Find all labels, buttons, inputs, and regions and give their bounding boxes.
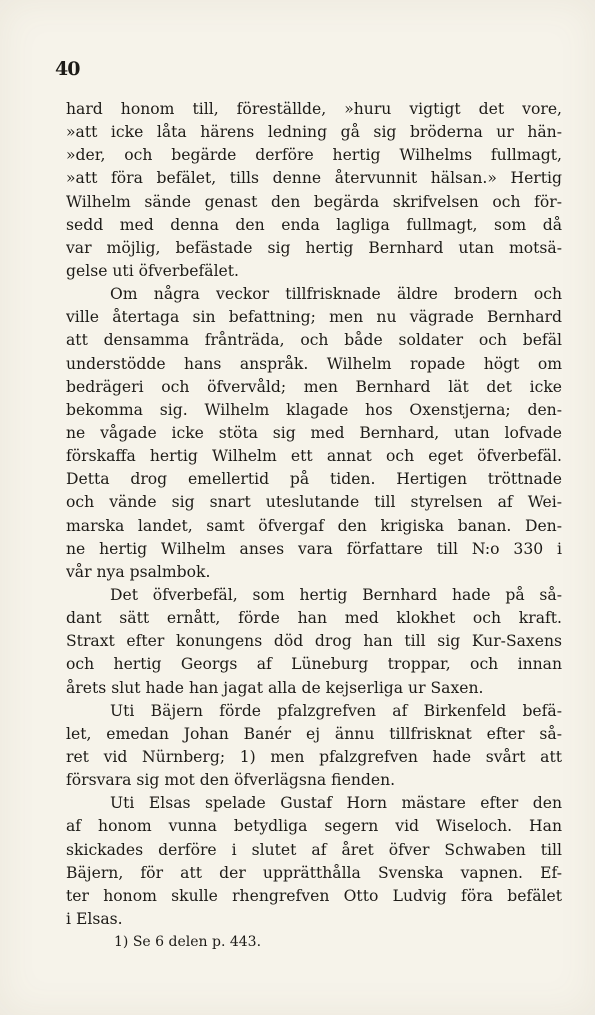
text-line: sedd med denna den enda lagliga fullmagt, som då: [66, 215, 562, 234]
text-line: Uti Elsas spelade Gustaf Horn mästare efter den: [110, 794, 562, 813]
text-line: ville återtaga sin befattning; men nu vägrade Bernhard: [66, 308, 562, 327]
text-line: »att föra befälet, tills denne återvunnit hälsan.» Hertig: [66, 169, 562, 188]
footnote: 1) Se 6 delen p. 443.: [114, 934, 262, 950]
text-line: hard honom till, föreställde, »huru vigtigt det vore,: [66, 100, 562, 118]
text-line: gelse uti öfverbefälet.: [66, 261, 240, 280]
text-line: ne hertig Wilhelm anses vara författare till N:o 330 i: [66, 539, 562, 558]
text-line: Uti Bäjern förde pfalzgrefven af Birkenfeld befä-: [110, 701, 562, 720]
text-line: att densamma frånträda, och både soldater och befäl: [66, 331, 562, 350]
text-line: bedrägeri och öfvervåld; men Bernhard lät det icke: [66, 377, 562, 396]
text-line: och vände sig snart uteslutande till styrelsen af Wei-: [66, 493, 562, 512]
text-line: let, emedan Johan Banér ej ännu tillfrisknat efter så-: [66, 724, 562, 743]
text-line: var möjlig, befästade sig hertig Bernhard utan motsä-: [66, 238, 562, 257]
text-line: Det öfverbefäl, som hertig Bernhard hade på så-: [110, 585, 562, 604]
text-line: »der, och begärde derföre hertig Wilhelms fullmagt,: [66, 146, 562, 165]
text-line: Detta drog emellertid på tiden. Hertigen tröttnade: [66, 470, 562, 489]
text-line: och hertig Georgs af Lüneburg troppar, och innan: [66, 655, 562, 674]
text-line: årets slut hade han jagat alla de kejserliga ur Saxen.: [66, 678, 484, 697]
text-line: Straxt efter konungens död drog han till sig Kur-Saxens: [66, 632, 562, 651]
text-line: förskaffa hertig Wilhelm ett annat och eget öfverbefäl.: [66, 447, 562, 466]
text-line: ne vågade icke stöta sig med Bernhard, utan lofvade: [66, 423, 562, 442]
text-line: försvara sig mot den öfverlägsna fienden.: [66, 771, 396, 790]
text-line: marska landet, samt öfvergaf den krigiska banan. Den-: [66, 516, 562, 535]
text-line: understödde hans anspråk. Wilhelm ropade högt om: [66, 354, 562, 373]
page-number: 40: [55, 58, 80, 80]
text-line: vår nya psalmbok.: [66, 562, 211, 581]
text-line: bekomma sig. Wilhelm klagade hos Oxenstjerna; den-: [66, 400, 562, 419]
text-line: Bäjern, för att der upprätthålla Svenska vapnen. Ef-: [66, 863, 562, 882]
text-line: ter honom skulle rhengrefven Otto Ludvig föra befälet: [66, 886, 562, 905]
body-text: [66, 98, 562, 931]
text-line: ret vid Nürnberg; 1) men pfalzgrefven hade svårt att: [66, 747, 562, 766]
text-line: i Elsas.: [66, 909, 123, 928]
text-line: »att icke låta härens ledning gå sig bröderna ur hän-: [66, 123, 562, 142]
text-line: skickades derföre i slutet af året öfver Schwaben till: [66, 840, 562, 859]
text-line: dant sätt ernått, förde han med klokhet och kraft.: [66, 609, 562, 628]
text-line: Om några veckor tillfrisknade äldre brodern och: [110, 285, 562, 304]
text-line: Wilhelm sände genast den begärda skrifvelsen och för-: [66, 192, 562, 211]
text-line: af honom vunna betydliga segern vid Wiseloch. Han: [66, 817, 562, 836]
